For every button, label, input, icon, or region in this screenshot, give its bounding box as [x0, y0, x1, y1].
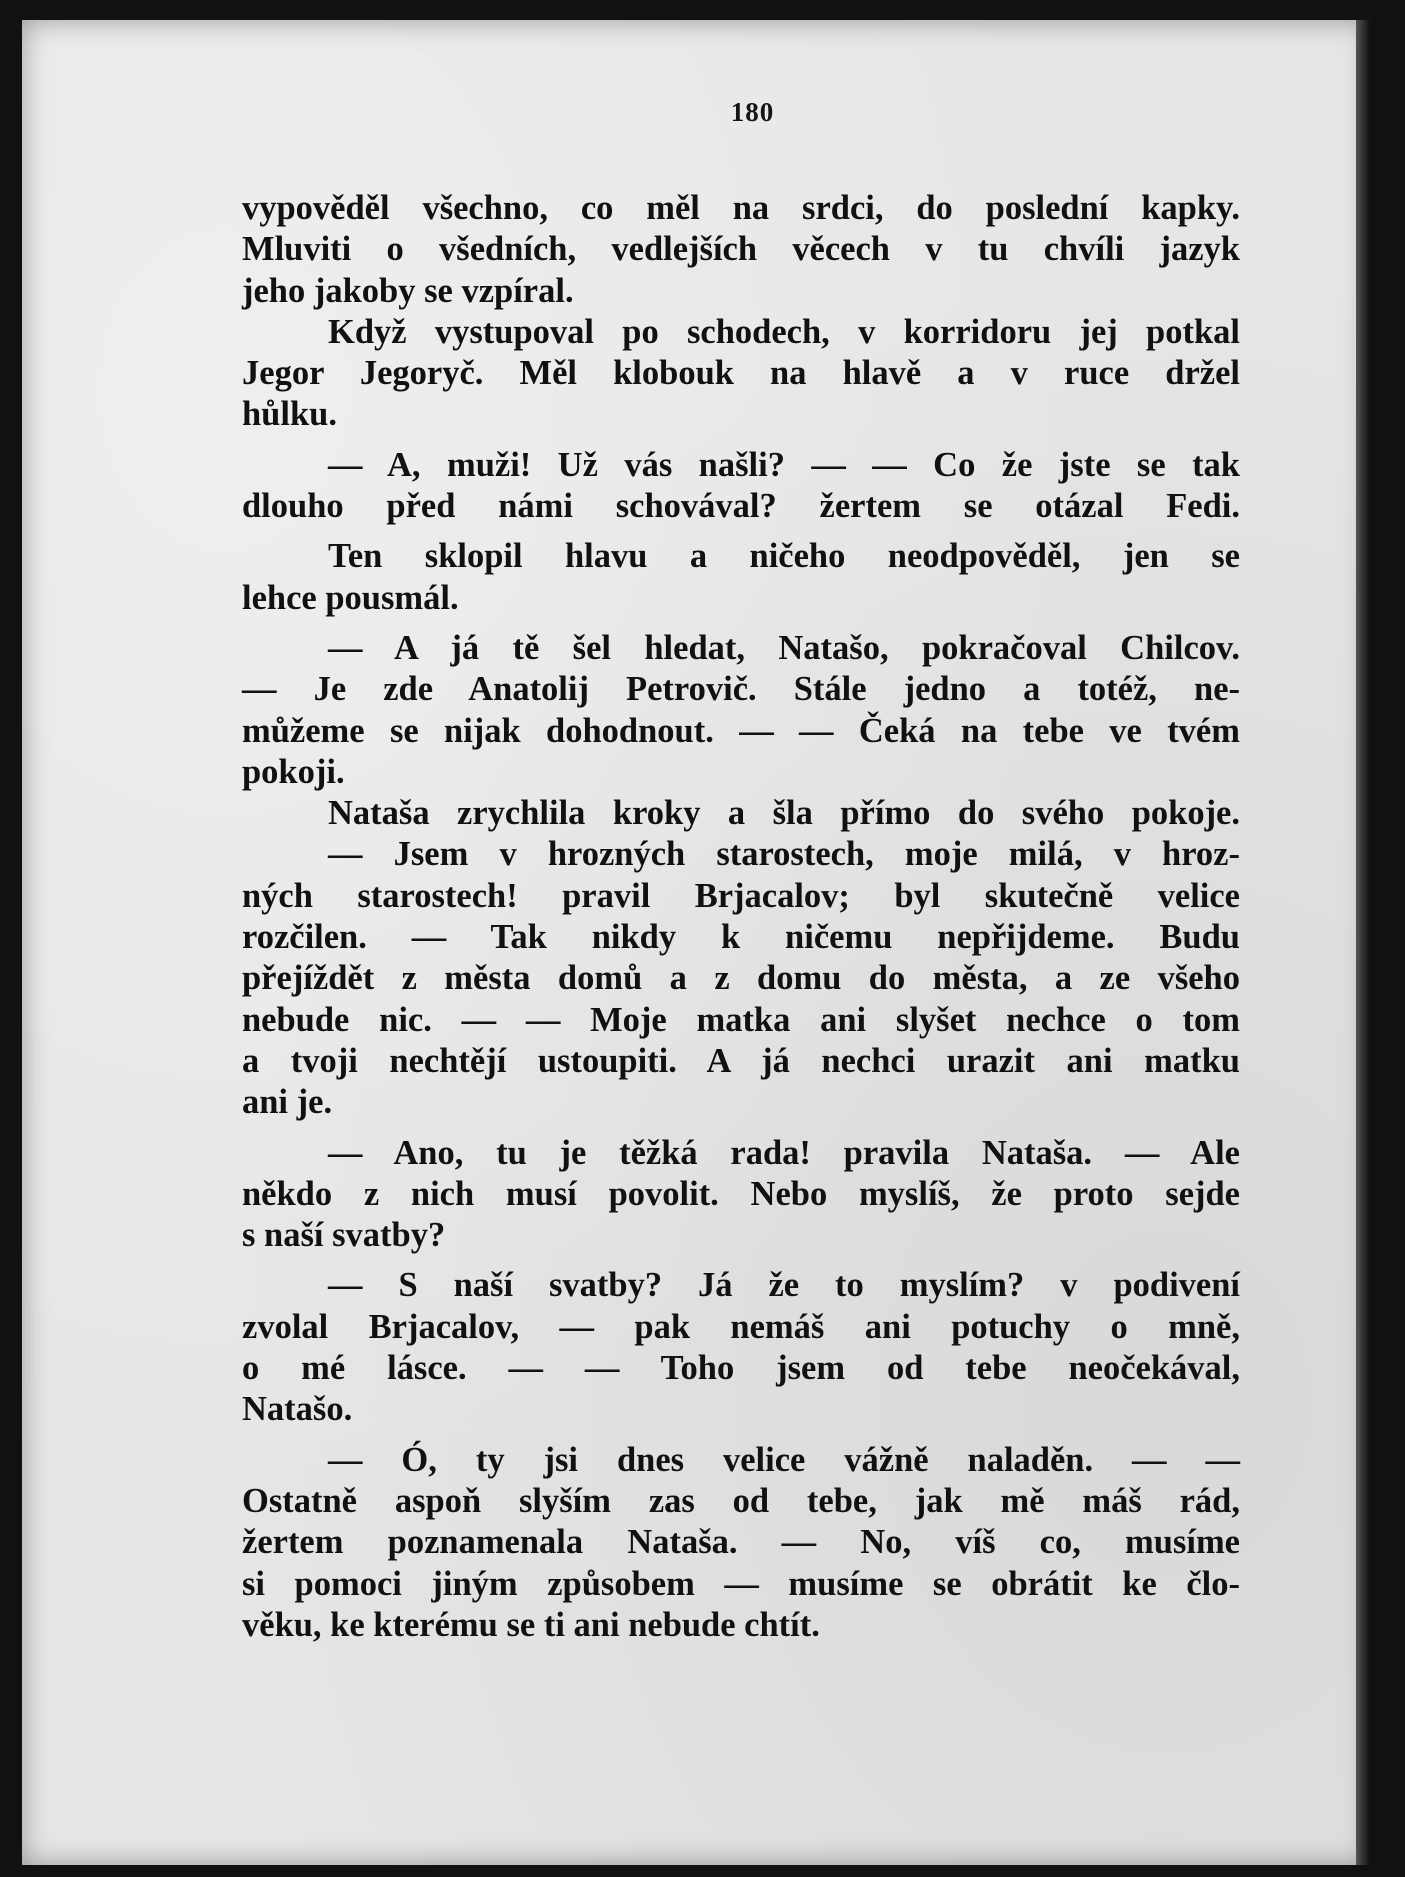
text-line: o mé lásce. — — Toho jsem od tebe neočekával,	[242, 1349, 1240, 1388]
text-line: jeho jakoby se vzpíral.	[242, 271, 574, 310]
text-line: — Jsem v hrozných starostech, moje milá, v hroz-	[328, 835, 1240, 874]
text-line: někdo z nich musí povolit. Nebo myslíš, že proto sejde	[242, 1174, 1240, 1213]
text-line: žertem poznamenala Nataša. — No, víš co, musíme	[242, 1523, 1240, 1562]
text-line: Jegor Jegoryč. Měl klobouk na hlavě a v ruce držel	[242, 354, 1240, 393]
text-line: pokoji.	[242, 752, 345, 791]
text-line: zvolal Brjacalov, — pak nemáš ani potuchy o mně,	[242, 1307, 1240, 1346]
text-line: Ostatně aspoň slyším zas od tebe, jak mě máš rád,	[242, 1481, 1240, 1520]
text-line: lehce pousmál.	[242, 578, 459, 617]
text-line: — A já tě šel hledat, Natašo, pokračoval Chilcov.	[328, 628, 1240, 667]
page-number: 180	[730, 97, 775, 127]
text-line: — S naší svatby? Já že to myslím? v podivení	[328, 1266, 1240, 1305]
body-text	[242, 188, 1240, 1646]
text-line: — Ó, ty jsi dnes velice vážně naladěn. — —	[328, 1440, 1240, 1479]
text-line: — A, muži! Už vás našli? — — Co že jste se tak	[328, 445, 1240, 484]
text-line: rozčilen. — Tak nikdy k ničemu nepřijdeme. Budu	[242, 918, 1240, 957]
text-line: vypověděl všechno, co měl na srdci, do poslední kapky.	[242, 189, 1240, 227]
text-line: můžeme se nijak dohodnout. — — Čeká na tebe ve tvém	[242, 711, 1240, 750]
text-line: — Ano, tu je těžká rada! pravila Nataša. — Ale	[328, 1133, 1240, 1172]
text-line: ných starostech! pravil Brjacalov; byl skutečně velice	[242, 876, 1240, 915]
page-edge-shadow	[1356, 20, 1370, 1865]
text-line: Ten sklopil hlavu a ničeho neodpověděl, jen se	[328, 537, 1240, 576]
text-line: si pomoci jiným způsobem — musíme se obrátit ke člo-	[242, 1564, 1240, 1603]
text-line: přejíždět z města domů a z domu do města, a ze všeho	[242, 959, 1240, 998]
text-line: nebude nic. — — Moje matka ani slyšet nechce o tom	[242, 1000, 1240, 1039]
text-line: a tvoji nechtějí ustoupiti. A já nechci urazit ani matku	[242, 1041, 1240, 1080]
text-line: Mluviti o všedních, vedlejších věcech v tu chvíli jazyk	[242, 230, 1240, 269]
text-line: věku, ke kterému se ti ani nebude chtít.	[242, 1605, 820, 1644]
text-line: — Je zde Anatolij Petrovič. Stále jedno a totéž, ne-	[242, 670, 1240, 709]
text-line: s naší svatby?	[242, 1216, 446, 1255]
text-line: Když vystupoval po schodech, v korridoru jej potkal	[328, 312, 1240, 351]
text-line: dlouho před námi schovával? žertem se otázal Fedi.	[242, 487, 1240, 526]
text-line: hůlku.	[242, 395, 337, 434]
text-line: ani je.	[242, 1083, 333, 1122]
text-line: Nataša zrychlila kroky a šla přímo do svého pokoje.	[328, 794, 1240, 833]
text-line: Natašo.	[242, 1390, 353, 1429]
